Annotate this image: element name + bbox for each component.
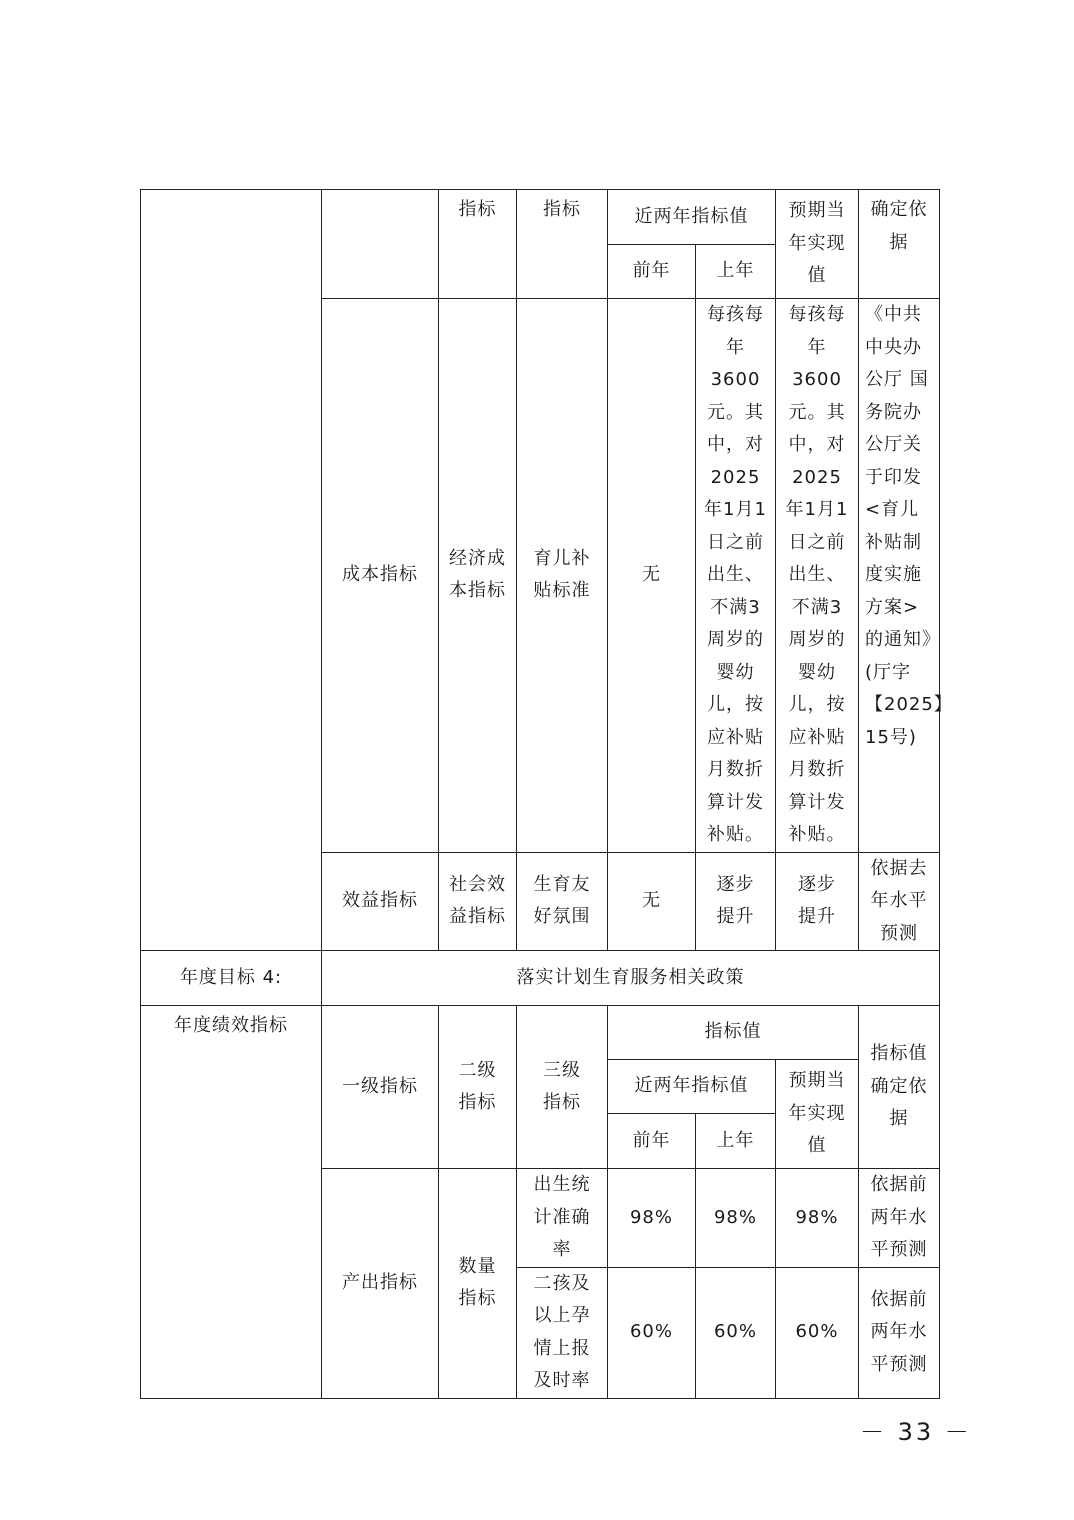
perf-prev-year-header: 前年: [608, 1114, 696, 1169]
benefit-expected: 逐步提升: [776, 852, 859, 951]
output-row2-level3: 二孩及以上孕情上报及时率: [517, 1267, 608, 1398]
perf-expected-header: 预期当年实现值: [776, 1060, 859, 1169]
header-last-year: 上年: [696, 245, 776, 299]
cost-last-year: 每孩每年3600元。其中，对2025年1月1日之前出生、不满3周岁的婴幼儿，按应补贴月数折算计发补贴。: [696, 299, 776, 853]
header-prev-year: 前年: [608, 245, 696, 299]
perf-level3-header: 三级指标: [517, 1006, 608, 1169]
output-row2-prev-year: 60%: [608, 1267, 696, 1398]
output-row1-last-year: 98%: [696, 1169, 776, 1268]
perf-last-year-header: 上年: [696, 1114, 776, 1169]
header-level3-label: 指标: [517, 190, 608, 299]
benefit-level2: 社会效益指标: [439, 852, 517, 951]
goal4-content: 落实计划生育服务相关政策: [322, 951, 940, 1006]
performance-indicator-table: [140, 189, 953, 1399]
perf-basis-header: 指标值确定依据: [859, 1006, 940, 1169]
benefit-last-year: 逐步提升: [696, 852, 776, 951]
cost-level3: 育儿补贴标准: [517, 299, 608, 853]
benefit-level1: 效益指标: [322, 852, 439, 951]
cost-level2: 经济成本指标: [439, 299, 517, 853]
cost-expected: 每孩每年3600元。其中，对2025年1月1日之前出生、不满3周岁的婴幼儿，按应补贴月数折算计发补贴。: [776, 299, 859, 853]
perf-indicator-value-header: 指标值: [608, 1006, 859, 1060]
perf-level1-header: 一级指标: [322, 1006, 439, 1169]
benefit-basis: 依据去年水平预测: [859, 852, 940, 951]
cost-prev-year: 无: [608, 299, 696, 853]
header-level2-label: 指标: [439, 190, 517, 299]
header-expected-value: 预期当年实现值: [776, 190, 859, 299]
output-row2-basis: 依据前两年水平预测: [859, 1267, 940, 1398]
output-level1: 产出指标: [322, 1169, 439, 1399]
goal4-label: 年度目标 4:: [141, 951, 322, 1006]
output-row1-expected: 98%: [776, 1169, 859, 1268]
cost-level1: 成本指标: [322, 299, 439, 853]
output-row1-level3: 出生统计准确率: [517, 1169, 608, 1268]
header-basis: 确定依据: [859, 190, 940, 299]
header-recent-values: 近两年指标值: [608, 190, 776, 245]
output-row1-basis: 依据前两年水平预测: [859, 1169, 940, 1268]
output-row1-prev-year: 98%: [608, 1169, 696, 1268]
left-blank-cell: [141, 190, 322, 951]
page-number: － 33 －: [860, 1418, 972, 1446]
perf-recent-values-header: 近两年指标值: [608, 1060, 776, 1114]
header-blank-cell: [322, 190, 439, 299]
perf-indicators-label: 年度绩效指标: [141, 1006, 322, 1399]
output-level2: 数量指标: [439, 1169, 517, 1399]
cost-basis: 《中共中央办公厅 国务院办公厅关于印发<育儿补贴制度实施方案>的通知》(厅字【2025】15号): [859, 299, 940, 853]
perf-level2-header: 二级指标: [439, 1006, 517, 1169]
benefit-prev-year: 无: [608, 852, 696, 951]
benefit-level3: 生育友好氛围: [517, 852, 608, 951]
output-row2-expected: 60%: [776, 1267, 859, 1398]
output-row2-last-year: 60%: [696, 1267, 776, 1398]
